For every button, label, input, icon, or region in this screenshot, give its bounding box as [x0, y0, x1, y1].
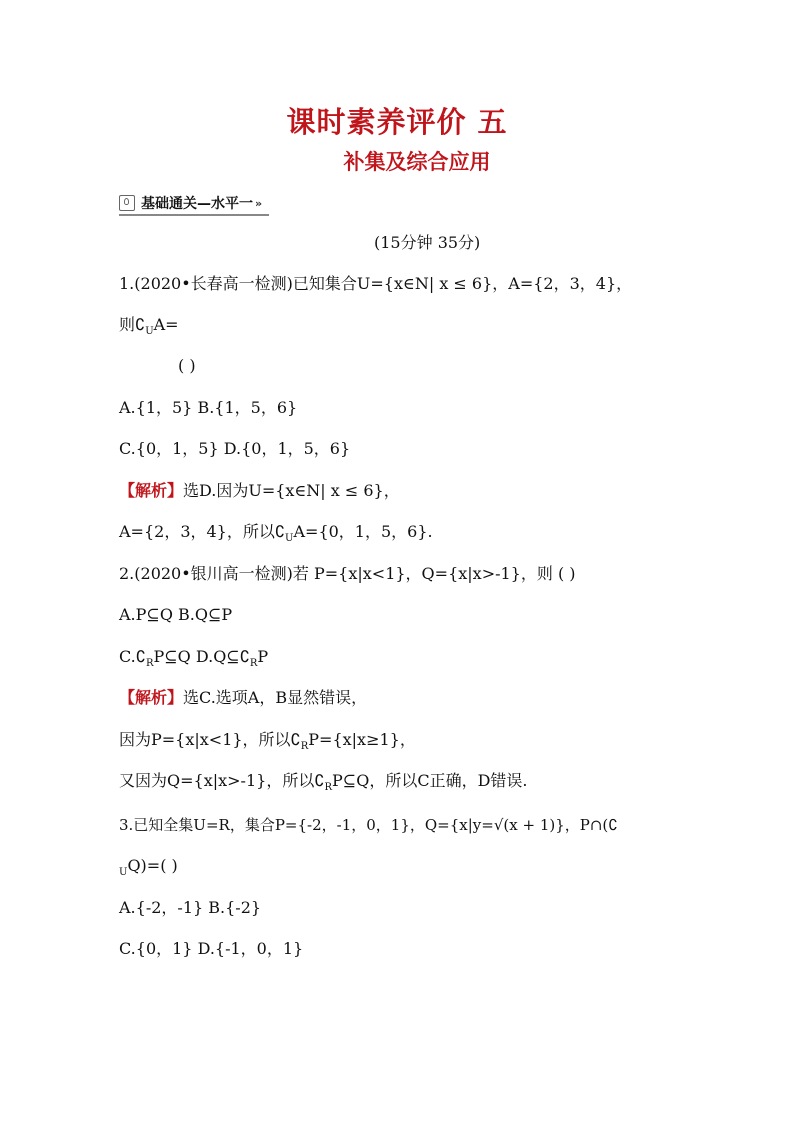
q1-sol2-pre: A={2，3，4}，所以∁: [119, 522, 286, 541]
q2-solution-line3: [119, 770, 527, 799]
q3-stem-sub: U: [119, 867, 128, 878]
q3-options-ab: A.{-2，-1} B.{-2}: [119, 898, 262, 917]
q1-solution-line2: [119, 521, 433, 550]
time-limit: (15分钟 35分): [374, 233, 481, 252]
section-header: [119, 192, 269, 216]
q2-solution-line2: [119, 729, 416, 758]
lightbulb-icon: [119, 195, 135, 211]
q3-stem: 3.已知全集U=R，集合P={-2，-1，0，1}，Q={x|y=√(x + 1)}，P∩(∁: [119, 816, 618, 834]
q1-ask-pre: 则∁: [119, 315, 146, 334]
q2-solution-line1: [119, 687, 367, 709]
q1-solution-line1: [119, 480, 400, 502]
q2-options-ab: A.P⊆Q B.Q⊆P: [119, 605, 233, 624]
q2-optc-post: P⊆Q D.Q⊆∁: [153, 647, 250, 666]
q2-options-cd: [119, 646, 268, 675]
q2-stem: 2.(2020•银川高一检测)若 P={x|x<1}，Q={x|x>-1}，则 ( ): [119, 564, 576, 583]
q2-sol3-post: P⊆Q，所以C正确，D错误.: [332, 771, 528, 790]
q1-options-ab: A.{1，5} B.{1，5，6}: [119, 398, 298, 417]
q2-sol2-post: P={x|x≥1}，: [308, 730, 416, 749]
q2-optd-post: P: [257, 647, 269, 666]
q2-sol2-pre: 因为P={x|x<1}，所以∁: [119, 730, 301, 749]
q3-stem-post: Q)=( ): [127, 856, 178, 875]
solution-tag: 【解析】: [119, 481, 184, 500]
q1-ask: [119, 314, 179, 343]
page-subtitle: 补集及综合应用: [343, 149, 491, 174]
q2-sol3-sub: R: [324, 782, 333, 793]
q1-ask-post: A=: [153, 315, 179, 334]
q1-ask-sub: U: [145, 326, 154, 337]
section-label: 基础通关—水平一: [141, 196, 253, 212]
q1-sol2-post: A={0，1，5，6}.: [293, 522, 433, 541]
page-title: 课时素养评价 五: [286, 105, 508, 139]
q2-sol3-pre: 又因为Q={x|x>-1}，所以∁: [119, 771, 325, 790]
q1-answer-blank: ( ): [178, 356, 196, 375]
q1-stem: 1.(2020•长春高一检测)已知集合U={x∈N| x ≤ 6}，A={2，3，4}，: [119, 274, 633, 293]
double-arrow-icon: »: [255, 196, 263, 210]
q1-solution-text: 选D.因为U={x∈N| x ≤ 6}，: [183, 481, 400, 500]
q2-sol2-sub: R: [300, 741, 309, 752]
q2-optc-sub: R: [145, 658, 154, 669]
q1-options-cd: C.{0，1，5} D.{0，1，5，6}: [119, 439, 351, 458]
q2-optd-sub: R: [249, 658, 258, 669]
q2-optc-pre: C.∁: [119, 647, 146, 666]
q3-stem-cont: [119, 855, 178, 884]
q3-options-cd: C.{0，1} D.{-1，0，1}: [119, 939, 304, 958]
q1-sol2-sub: U: [285, 533, 294, 544]
q2-solution-text: 选C.选项A，B显然错误，: [183, 688, 368, 707]
solution-tag: 【解析】: [119, 688, 184, 707]
